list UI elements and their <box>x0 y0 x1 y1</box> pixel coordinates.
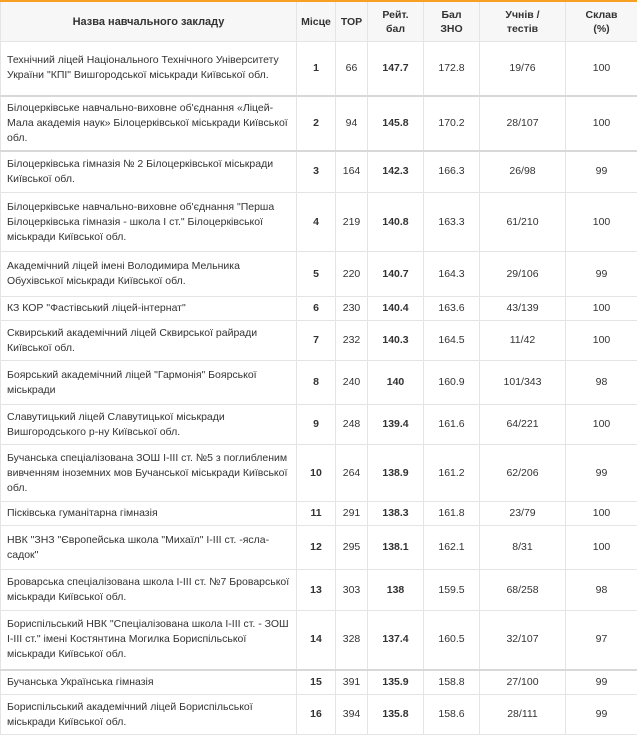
zno-cell: 164.3 <box>424 252 480 297</box>
students-cell: 27/100 <box>480 670 566 695</box>
rating-cell: 139.4 <box>368 405 424 445</box>
passed-cell: 100 <box>566 193 637 252</box>
place-cell: 4 <box>297 193 336 252</box>
passed-cell: 100 <box>566 321 637 361</box>
zno-cell: 158.6 <box>424 695 480 735</box>
rating-cell: 142.3 <box>368 151 424 193</box>
passed-cell: 99 <box>566 151 637 193</box>
table-row <box>1 526 637 570</box>
zno-cell: 161.8 <box>424 502 480 526</box>
top-cell: 240 <box>336 361 368 405</box>
students-cell: 28/111 <box>480 695 566 735</box>
school-name-cell: Броварська спеціалізована школа І-ІІІ ст. №7 Броварської міськради Київської обл. <box>1 570 297 611</box>
header-rating <box>368 1 424 42</box>
school-name-cell: Боярський академічний ліцей "Гармонія" Боярської міськради <box>1 361 297 405</box>
header-place: Місце <box>297 1 336 42</box>
rating-cell: 137.4 <box>368 611 424 670</box>
school-name-cell: Бориспільський НВК "Спеціалізована школа І-ІІІ ст. - ЗОШ І-ІІІ ст." імені Костянтина Могилка Бориспільської міськради Київської обл. <box>1 611 297 670</box>
passed-cell: 99 <box>566 445 637 502</box>
rating-cell: 135.8 <box>368 695 424 735</box>
passed-cell: 100 <box>566 502 637 526</box>
students-cell: 32/107 <box>480 611 566 670</box>
students-cell: 11/42 <box>480 321 566 361</box>
top-cell: 94 <box>336 96 368 151</box>
rating-cell: 140.3 <box>368 321 424 361</box>
place-cell: 14 <box>297 611 336 670</box>
passed-cell: 99 <box>566 670 637 695</box>
students-cell: 8/31 <box>480 526 566 570</box>
table-row <box>1 42 637 96</box>
table-row <box>1 151 637 193</box>
top-cell: 219 <box>336 193 368 252</box>
place-cell: 11 <box>297 502 336 526</box>
passed-cell: 100 <box>566 297 637 321</box>
place-cell: 13 <box>297 570 336 611</box>
rating-cell: 147.7 <box>368 42 424 96</box>
header-school-name: Назва навчального закладу <box>1 1 297 42</box>
students-cell: 19/76 <box>480 42 566 96</box>
school-name-cell: Білоцерківське навчально-виховне об'єднання «Ліцей-Мала академія наук» Білоцерківської міськради Київської обл. <box>1 96 297 151</box>
place-cell: 15 <box>297 670 336 695</box>
students-cell: 43/139 <box>480 297 566 321</box>
place-cell: 10 <box>297 445 336 502</box>
rating-cell: 135.9 <box>368 670 424 695</box>
top-cell: 248 <box>336 405 368 445</box>
school-name-cell: Пісківська гуманітарна гімназія <box>1 502 297 526</box>
school-name-cell: КЗ КОР "Фастівський ліцей-інтернат" <box>1 297 297 321</box>
top-cell: 328 <box>336 611 368 670</box>
students-cell: 23/79 <box>480 502 566 526</box>
top-cell: 220 <box>336 252 368 297</box>
students-cell: 68/258 <box>480 570 566 611</box>
top-cell: 230 <box>336 297 368 321</box>
zno-cell: 162.1 <box>424 526 480 570</box>
zno-cell: 172.8 <box>424 42 480 96</box>
header-students-line2: тестів <box>506 22 539 35</box>
header-zno-line1: Бал <box>441 8 462 21</box>
rating-cell: 138.9 <box>368 445 424 502</box>
zno-cell: 158.8 <box>424 670 480 695</box>
passed-cell: 97 <box>566 611 637 670</box>
rating-cell: 140.8 <box>368 193 424 252</box>
students-cell: 29/106 <box>480 252 566 297</box>
school-name-cell: Академічний ліцей імені Володимира Мельника Обухівської міськради Київської обл. <box>1 252 297 297</box>
students-cell: 28/107 <box>480 96 566 151</box>
top-cell: 264 <box>336 445 368 502</box>
passed-cell: 98 <box>566 361 637 405</box>
students-cell: 26/98 <box>480 151 566 193</box>
passed-cell: 100 <box>566 96 637 151</box>
header-passed <box>566 1 637 42</box>
table-row <box>1 611 637 670</box>
place-cell: 16 <box>297 695 336 735</box>
table-row <box>1 96 637 151</box>
table-row <box>1 193 637 252</box>
passed-cell: 100 <box>566 42 637 96</box>
passed-cell: 99 <box>566 252 637 297</box>
table-row <box>1 570 637 611</box>
place-cell: 12 <box>297 526 336 570</box>
students-cell: 101/343 <box>480 361 566 405</box>
table-row <box>1 252 637 297</box>
header-passed-line1: Склав <box>585 8 618 21</box>
rating-cell: 140.7 <box>368 252 424 297</box>
rating-cell: 140 <box>368 361 424 405</box>
zno-cell: 160.9 <box>424 361 480 405</box>
header-zno-line2: ЗНО <box>440 22 463 35</box>
school-name-cell: Славутицький ліцей Славутицької міськради Вишгородського р-ну Київської обл. <box>1 405 297 445</box>
top-cell: 232 <box>336 321 368 361</box>
header-top: ТОР <box>336 1 368 42</box>
place-cell: 1 <box>297 42 336 96</box>
top-cell: 394 <box>336 695 368 735</box>
table-header-row <box>1 1 637 42</box>
place-cell: 8 <box>297 361 336 405</box>
school-name-cell: Бучанська спеціалізована ЗОШ І-ІІІ ст. №5 з поглибленим вивченням іноземних мов Бучанської міськради Київської обл. <box>1 445 297 502</box>
top-cell: 391 <box>336 670 368 695</box>
school-name-cell: Білоцерківське навчально-виховне об'єднання "Перша Білоцерківська гімназія - школа І ст." Білоцерківської міськради Київської обл. <box>1 193 297 252</box>
school-name-cell: Технічний ліцей Національного Технічного Університету України "КПІ" Вишгородської міськради Київської обл. <box>1 42 297 96</box>
passed-cell: 100 <box>566 526 637 570</box>
passed-cell: 100 <box>566 405 637 445</box>
header-students <box>480 1 566 42</box>
zno-cell: 163.3 <box>424 193 480 252</box>
top-cell: 303 <box>336 570 368 611</box>
place-cell: 2 <box>297 96 336 151</box>
table-row <box>1 405 637 445</box>
top-cell: 164 <box>336 151 368 193</box>
zno-cell: 163.6 <box>424 297 480 321</box>
table-row <box>1 445 637 502</box>
rating-cell: 140.4 <box>368 297 424 321</box>
table-row <box>1 321 637 361</box>
top-cell: 295 <box>336 526 368 570</box>
zno-cell: 166.3 <box>424 151 480 193</box>
school-name-cell: Бориспільський академічний ліцей Бориспільської міськради Київської обл. <box>1 695 297 735</box>
students-cell: 62/206 <box>480 445 566 502</box>
header-passed-line2: (%) <box>593 22 610 35</box>
students-cell: 61/210 <box>480 193 566 252</box>
rating-cell: 145.8 <box>368 96 424 151</box>
rating-cell: 138.3 <box>368 502 424 526</box>
zno-cell: 161.6 <box>424 405 480 445</box>
rating-cell: 138 <box>368 570 424 611</box>
table-row <box>1 695 637 735</box>
place-cell: 9 <box>297 405 336 445</box>
table-row <box>1 297 637 321</box>
school-name-cell: Сквирський академічний ліцей Сквирської райради Київської обл. <box>1 321 297 361</box>
zno-cell: 160.5 <box>424 611 480 670</box>
school-name-cell: Білоцерківська гімназія № 2 Білоцерківської міськради Київської обл. <box>1 151 297 193</box>
passed-cell: 99 <box>566 695 637 735</box>
place-cell: 7 <box>297 321 336 361</box>
place-cell: 3 <box>297 151 336 193</box>
students-cell: 64/221 <box>480 405 566 445</box>
school-name-cell: Бучанська Українська гімназія <box>1 670 297 695</box>
table-row <box>1 502 637 526</box>
rating-cell: 138.1 <box>368 526 424 570</box>
header-rating-line2: бал <box>386 22 405 35</box>
table-row <box>1 670 637 695</box>
header-rating-line1: Рейт. <box>382 8 409 21</box>
top-cell: 66 <box>336 42 368 96</box>
passed-cell: 98 <box>566 570 637 611</box>
place-cell: 6 <box>297 297 336 321</box>
zno-cell: 159.5 <box>424 570 480 611</box>
table-row <box>1 361 637 405</box>
zno-cell: 170.2 <box>424 96 480 151</box>
school-name-cell: НВК "ЗНЗ "Європейська школа "Михаїл" І-ІІІ ст. -ясла-садок" <box>1 526 297 570</box>
zno-cell: 164.5 <box>424 321 480 361</box>
top-cell: 291 <box>336 502 368 526</box>
header-zno <box>424 1 480 42</box>
header-students-line1: Учнів / <box>505 8 540 21</box>
zno-cell: 161.2 <box>424 445 480 502</box>
place-cell: 5 <box>297 252 336 297</box>
